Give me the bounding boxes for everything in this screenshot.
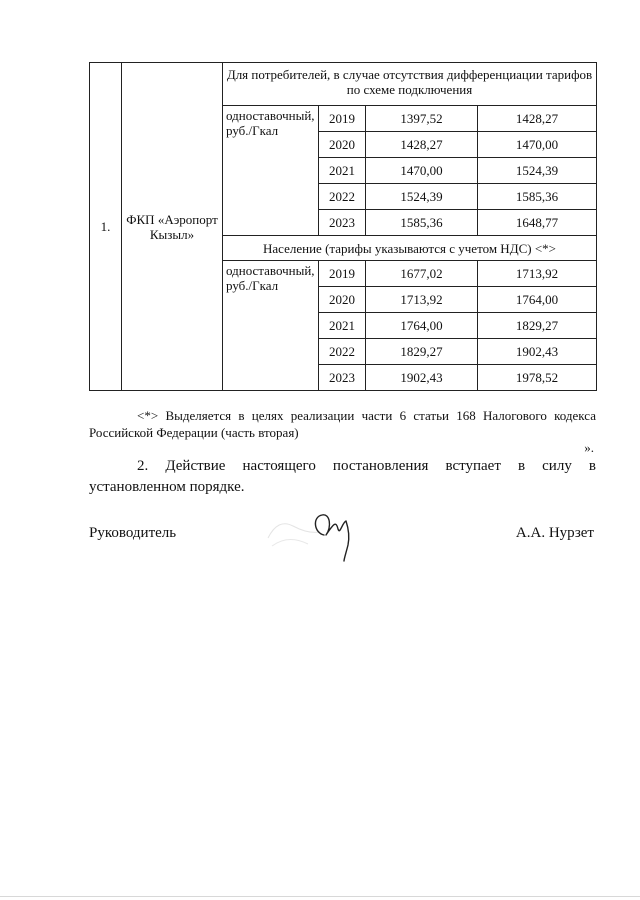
tariff-value: 1648,77 xyxy=(478,210,597,236)
tariff-value: 1764,00 xyxy=(478,287,597,313)
year-cell: 2020 xyxy=(319,132,366,158)
year-cell: 2020 xyxy=(319,287,366,313)
tariff-table xyxy=(89,62,597,391)
tariff-value: 1978,52 xyxy=(478,365,597,391)
scan-edge-line xyxy=(0,896,640,897)
tariff-value: 1524,39 xyxy=(478,158,597,184)
tariff-type: одноставочный, руб./Гкал xyxy=(223,106,319,236)
year-cell: 2022 xyxy=(319,184,366,210)
tariff-value: 1470,00 xyxy=(478,132,597,158)
year-cell: 2019 xyxy=(319,261,366,287)
tariff-value: 1713,92 xyxy=(366,287,478,313)
year-cell: 2019 xyxy=(319,106,366,132)
year-cell: 2023 xyxy=(319,365,366,391)
tariff-value: 1902,43 xyxy=(478,339,597,365)
year-cell: 2022 xyxy=(319,339,366,365)
tariff-value: 1428,27 xyxy=(478,106,597,132)
year-cell: 2021 xyxy=(319,313,366,339)
signatory-title: Руководитель xyxy=(89,525,177,541)
organization-name: ФКП «Аэропорт Кызыл» xyxy=(122,63,223,391)
tariff-value: 1428,27 xyxy=(366,132,478,158)
group-header-population: Население (тарифы указываются с учетом НДС) <*> xyxy=(223,236,597,261)
tariff-value: 1829,27 xyxy=(366,339,478,365)
closing-quote: ». xyxy=(584,440,594,455)
signatory-name: А.А. Нурзет xyxy=(515,525,594,541)
year-cell: 2021 xyxy=(319,158,366,184)
group-header-consumers: Для потребителей, в случае отсутствия дифференциации тарифов по схеме подключения xyxy=(223,63,597,106)
tariff-value: 1585,36 xyxy=(366,210,478,236)
tariff-value: 1524,39 xyxy=(366,184,478,210)
tariff-type: одноставочный, руб./Гкал xyxy=(223,261,319,391)
tariff-value: 1829,27 xyxy=(478,313,597,339)
paragraph-2: 2. Действие настоящего постановления вступает в силу в установленном порядке. xyxy=(89,458,596,495)
handwritten-signature xyxy=(300,505,370,565)
tariff-value: 1397,52 xyxy=(366,106,478,132)
tariff-value: 1470,00 xyxy=(366,158,478,184)
tariff-value: 1585,36 xyxy=(478,184,597,210)
tariff-value: 1764,00 xyxy=(366,313,478,339)
tariff-value: 1902,43 xyxy=(366,365,478,391)
tariff-value: 1677,02 xyxy=(366,261,478,287)
row-number: 1. xyxy=(90,63,122,391)
year-cell: 2023 xyxy=(319,210,366,236)
tariff-value: 1713,92 xyxy=(478,261,597,287)
footnote: <*> Выделяется в целях реализации части 6 статьи 168 Налогового кодекса Российской Федерации (часть вторая) xyxy=(89,408,596,440)
